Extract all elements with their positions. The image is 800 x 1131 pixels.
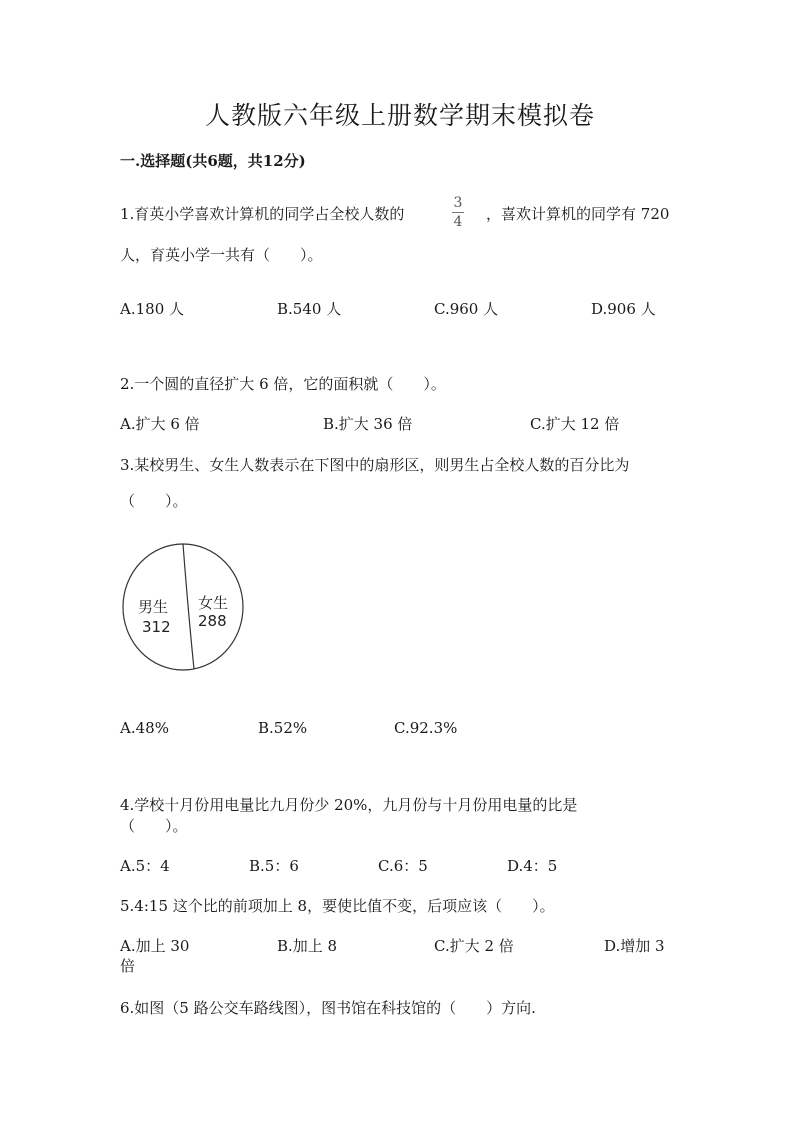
question-5-option-a[interactable]: A.加上 30 — [120, 937, 190, 955]
question-1-option-b[interactable]: B.540 人 — [277, 300, 342, 318]
question-6-text: 6.如图（5 路公交车路线图），图书馆在科技馆的（ ）方向. — [120, 999, 536, 1017]
question-4-option-c[interactable]: C.6：5 — [378, 857, 428, 875]
question-5-option-c[interactable]: C.扩大 2 倍 — [434, 937, 514, 955]
question-1-text-a: 1.育英小学喜欢计算机的同学占全校人数的 — [120, 205, 405, 223]
section-heading: 一.选择题(共6题，共12分) — [120, 152, 306, 170]
pie-label-boys: 男生 — [138, 598, 169, 616]
question-2-option-c[interactable]: C.扩大 12 倍 — [530, 415, 620, 433]
question-5-option-d[interactable]: D.增加 3 — [604, 937, 665, 955]
question-2-text: 2.一个圆的直径扩大 6 倍，它的面积就（ ）。 — [120, 375, 446, 393]
question-1-fraction — [446, 195, 470, 230]
question-5-option-d-wrap: 倍 — [120, 957, 136, 975]
question-2-option-a[interactable]: A.扩大 6 倍 — [120, 415, 200, 433]
fraction-denominator: 4 — [453, 214, 463, 230]
question-1-text-c: 人，育英小学一共有（ ）。 — [120, 246, 323, 264]
question-5-text: 5.4:15 这个比的前项加上 8，要使比值不变，后项应该（ ）。 — [120, 897, 555, 915]
pie-label-girls: 女生 — [198, 594, 229, 612]
question-4-option-d[interactable]: D.4：5 — [507, 857, 558, 875]
question-1-text-b: ，喜欢计算机的同学有 720 — [486, 205, 670, 223]
question-4-text-b: （ ）。 — [120, 817, 188, 835]
gender-pie-chart — [118, 540, 248, 676]
question-3-option-a[interactable]: A.48% — [120, 719, 169, 737]
question-4-option-b[interactable]: B.5：6 — [249, 857, 299, 875]
question-5-option-b[interactable]: B.加上 8 — [277, 937, 338, 955]
question-2-option-b[interactable]: B.扩大 36 倍 — [323, 415, 413, 433]
fraction-numerator: 3 — [453, 195, 463, 211]
question-3-option-b[interactable]: B.52% — [258, 719, 308, 737]
pie-value-girls: 288 — [198, 612, 227, 630]
question-4-option-a[interactable]: A.5：4 — [120, 857, 170, 875]
question-4-text-a: 4.学校十月份用电量比九月份少 20%，九月份与十月份用电量的比是 — [120, 796, 578, 814]
question-3-option-c[interactable]: C.92.3% — [394, 719, 458, 737]
page-title: 人教版六年级上册数学期末模拟卷 — [204, 101, 595, 130]
pie-divider-line — [183, 544, 194, 669]
pie-value-boys: 312 — [142, 618, 171, 636]
fraction-bar — [452, 212, 464, 213]
question-1-option-d[interactable]: D.906 人 — [591, 300, 656, 318]
question-3-text-b: （ ）。 — [120, 492, 188, 510]
question-1-option-a[interactable]: A.180 人 — [120, 300, 184, 318]
question-3-text-a: 3.某校男生、女生人数表示在下图中的扇形区，则男生占全校人数的百分比为 — [120, 456, 630, 474]
question-1-option-c[interactable]: C.960 人 — [434, 300, 499, 318]
